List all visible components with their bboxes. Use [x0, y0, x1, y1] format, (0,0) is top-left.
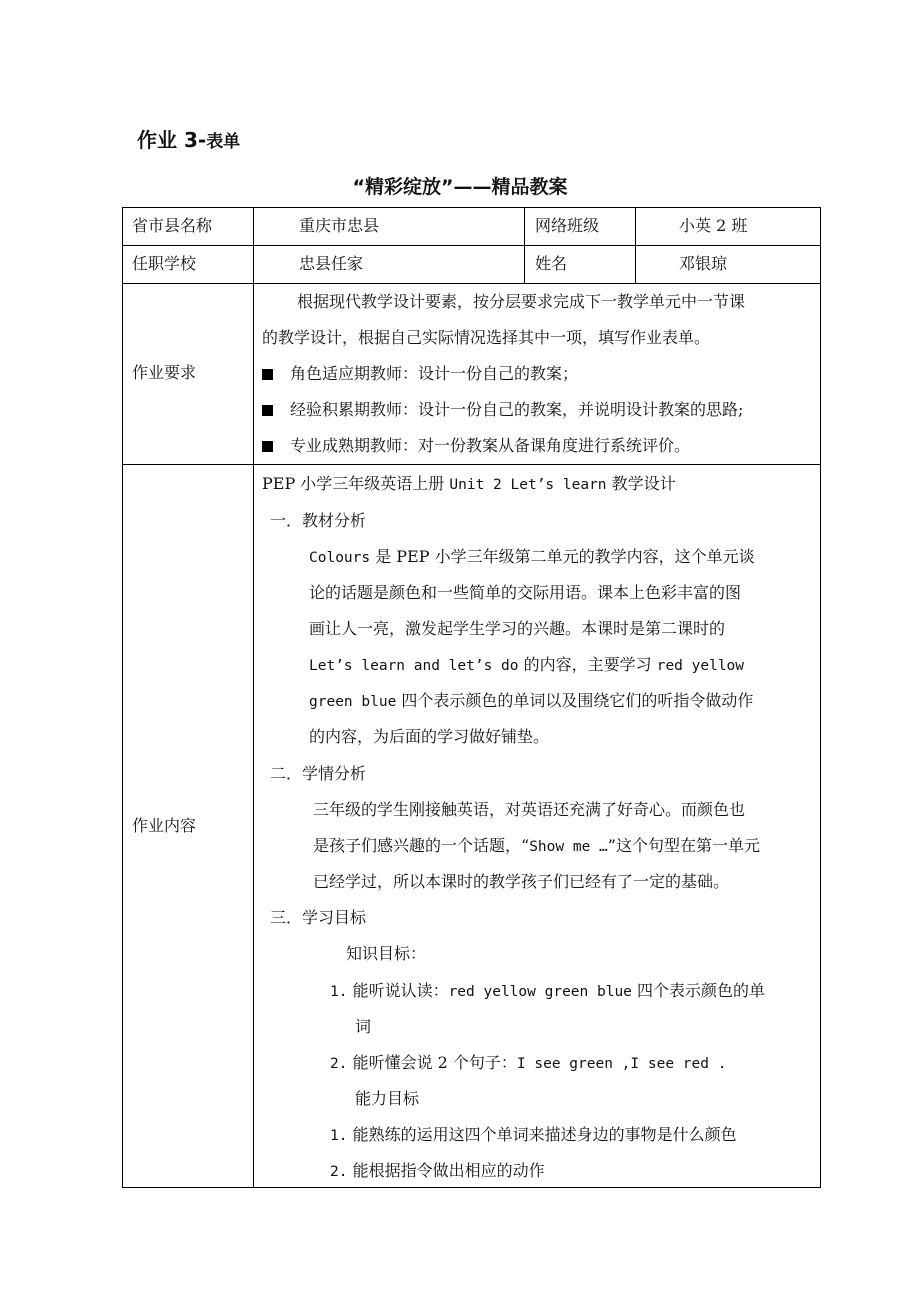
paragraph-line: 画让人一亮，激发起学生学习的兴趣。本课时是第二课时的 [309, 619, 726, 638]
paragraph-line: Let’s learn and let’s do 的内容，主要学习 red yellow [309, 655, 745, 674]
list-item: 1. 能听说认读：red yellow green blue 四个表示颜色的单 [330, 981, 766, 1000]
requirement-item: 角色适应期教师：设计一份自己的教案； [262, 364, 578, 384]
lesson-title: PEP 小学三年级英语上册 Unit 2 Let’s learn 教学设计 [262, 474, 676, 493]
list-item: 2. 能听懂会说 2 个句子：I see green ,I see red . [330, 1053, 727, 1072]
table-rule [122, 464, 821, 465]
list-item-continued: 词 [355, 1017, 372, 1036]
paragraph-line: 论的话题是颜色和一些简单的交际用语。课本上色彩丰富的图 [309, 583, 742, 602]
requirements-text: 的教学设计，根据自己实际情况选择其中一项，填写作业表单。 [262, 328, 711, 347]
section-heading: 二．学情分析 [270, 764, 367, 783]
square-bullet-icon [262, 369, 273, 380]
table-rule [253, 207, 254, 1188]
name-label: 姓名 [535, 254, 568, 273]
region-label: 省市县名称 [132, 216, 213, 235]
table-rule [635, 207, 636, 284]
name-value: 邓银琼 [679, 254, 728, 273]
table-rule [122, 245, 821, 246]
requirement-item: 专业成熟期教师：对一份教案从备课角度进行系统评价。 [262, 436, 690, 456]
square-bullet-icon [262, 441, 273, 452]
subheading: 能力目标 [355, 1089, 420, 1108]
school-value: 忠县任家 [299, 254, 364, 273]
class-value: 小英 2 班 [679, 216, 748, 235]
table-rule [122, 283, 821, 284]
paragraph-line: green blue 四个表示颜色的单词以及围绕它们的听指令做动作 [309, 691, 754, 710]
paragraph-line: 已经学过，所以本课时的教学孩子们已经有了一定的基础。 [313, 872, 730, 891]
paragraph-line: Colours 是 PEP 小学三年级第二单元的教学内容，这个单元谈 [309, 547, 755, 566]
paragraph-line: 的内容，为后面的学习做好铺垫。 [309, 727, 550, 746]
list-item: 2. 能根据指令做出相应的动作 [330, 1161, 545, 1180]
document-title: “精彩绽放”——精品教案 [352, 176, 568, 198]
section-heading: 一．教材分析 [270, 511, 367, 530]
table-border-bottom [122, 1187, 821, 1188]
region-value: 重庆市忠县 [299, 216, 380, 235]
assignment-title: 作业 3-表单 [137, 128, 241, 152]
paragraph-line: 是孩子们感兴趣的一个话题，“Show me …”这个句型在第一单元 [313, 836, 760, 855]
table-border-top [122, 207, 821, 208]
subheading: 知识目标： [346, 944, 427, 963]
school-label: 任职学校 [132, 254, 197, 273]
class-label: 网络班级 [535, 216, 600, 235]
table-border-right [820, 207, 821, 1188]
requirement-item: 经验积累期教师：设计一份自己的教案，并说明设计教案的思路; [262, 400, 743, 420]
content-label: 作业内容 [132, 816, 197, 835]
requirements-label: 作业要求 [132, 363, 197, 382]
requirements-text: 根据现代教学设计要素，按分层要求完成下一教学单元中一节课 [297, 292, 746, 311]
table-border-left [122, 207, 123, 1188]
section-heading: 三．学习目标 [270, 908, 367, 927]
square-bullet-icon [262, 405, 273, 416]
table-rule [524, 207, 525, 284]
paragraph-line: 三年级的学生刚接触英语，对英语还充满了好奇心。而颜色也 [313, 800, 746, 819]
list-item: 1. 能熟练的运用这四个单词来描述身边的事物是什么颜色 [330, 1125, 737, 1144]
